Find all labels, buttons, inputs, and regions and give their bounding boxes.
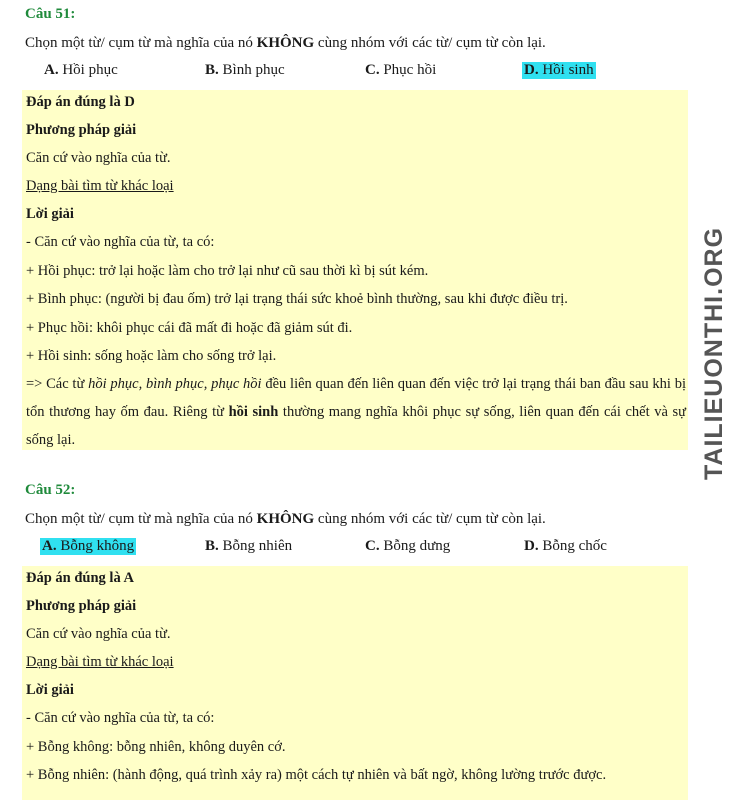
answer-box: [22, 90, 688, 450]
option-a[interactable]: A. Hồi phục: [44, 62, 118, 78]
option-c[interactable]: C. Phục hồi: [365, 62, 437, 78]
solution-line: - Căn cứ vào nghĩa của từ, ta có:: [26, 234, 215, 250]
solution-line: + Hồi phục: trở lại hoặc làm cho trở lại như cũ sau thời kì bị sút kém.: [26, 263, 429, 279]
question-title: Câu 52:: [25, 482, 76, 498]
option-b[interactable]: B. Bình phục: [205, 62, 285, 78]
method-text: Căn cứ vào nghĩa của từ.: [26, 626, 171, 642]
option-d[interactable]: D. Hồi sinh: [524, 62, 594, 78]
solution-line: + Bỗng không: bỗng nhiên, không duyên cớ.: [26, 739, 286, 755]
correct-answer: Đáp án đúng là D: [26, 94, 135, 110]
question-type: Dạng bài tìm từ khác loại: [26, 654, 174, 670]
question-title: Câu 51:: [25, 6, 76, 22]
method-text: Căn cứ vào nghĩa của từ.: [26, 150, 171, 166]
correct-answer: Đáp án đúng là A: [26, 570, 134, 586]
option-b[interactable]: B. Bỗng nhiên: [205, 538, 293, 554]
solution-heading: Lời giải: [26, 206, 74, 222]
option-c[interactable]: C. Bỗng dưng: [365, 538, 451, 554]
option-d[interactable]: D. Bỗng chốc: [524, 538, 607, 554]
solution-line: + Bỗng nhiên: (hành động, quá trình xảy ra) một cách tự nhiên và bất ngờ, không lường trước được.: [26, 767, 607, 783]
method-heading: Phương pháp giải: [26, 122, 137, 138]
conclusion-paragraph: => Các từ hồi phục, bình phục, phục hồi đều liên quan đến liên quan đến việc trở lại trạng thái ban đầu sau khi bị tổn thương hay ốm đau. Riêng từ hồi sinh thường mang nghĩa khôi phục sự sống, liên quan đến cái chết và sự sống lại.: [26, 376, 686, 448]
option-list: [0, 62, 700, 86]
question-type: Dạng bài tìm từ khác loại: [26, 178, 174, 194]
answer-box: [22, 566, 688, 800]
option-a[interactable]: A. Bỗng không: [42, 538, 135, 554]
question-stem: Chọn một từ/ cụm từ mà nghĩa của nó KHÔNG cùng nhóm với các từ/ cụm từ còn lại.: [25, 35, 546, 51]
solution-line: + Hồi sinh: sống hoặc làm cho sống trở lại.: [26, 348, 277, 364]
question-stem: Chọn một từ/ cụm từ mà nghĩa của nó KHÔNG cùng nhóm với các từ/ cụm từ còn lại.: [25, 511, 546, 527]
solution-line: + Phục hồi: khôi phục cái đã mất đi hoặc đã giảm sút đi.: [26, 320, 353, 336]
solution-line: + Bình phục: (người bị đau ốm) trở lại trạng thái sức khoẻ bình thường, sau khi được điều trị.: [26, 291, 568, 307]
watermark: TAILIEUONTHI.ORG: [700, 226, 728, 480]
solution-line: - Căn cứ vào nghĩa của từ, ta có:: [26, 710, 215, 726]
option-list: [0, 538, 700, 562]
solution-heading: Lời giải: [26, 682, 74, 698]
method-heading: Phương pháp giải: [26, 598, 137, 614]
